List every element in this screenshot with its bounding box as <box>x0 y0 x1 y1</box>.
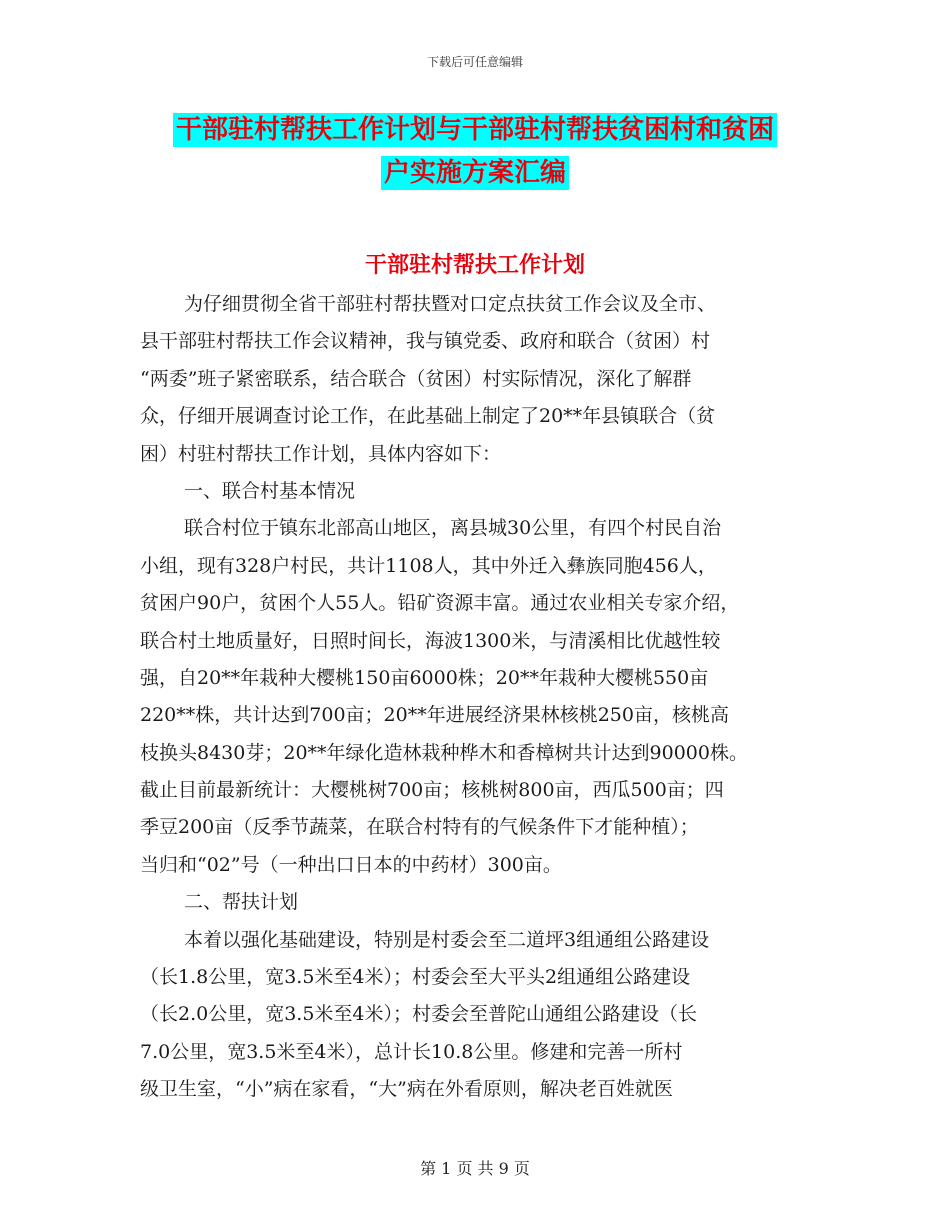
document-title-line-1 <box>0 114 950 146</box>
title-highlight-2: 户实施方案汇编 <box>381 156 569 190</box>
text-line: 为仔细贯彻全省干部驻村帮扶暨对口定点扶贫工作会议及全市、 <box>184 293 717 315</box>
page-header: 下载后可任意编辑 <box>426 55 523 69</box>
page-footer: 第 1 页 共 9 页 <box>420 1159 530 1178</box>
text-line: 联合村土地质量好，日照时间长，海波1300米，与清溪相比优越性较 <box>140 629 721 652</box>
text-line: 困）村驻村帮扶工作计划，具体内容如下： <box>140 442 502 465</box>
text-line: 小组，现有328户村民，共计1108人，其中外迁入彝族同胞456人， <box>140 554 717 577</box>
text-line: （长2.0公里，宽3.5米至4米）；村委会至普陀山通组公路建设（长 <box>140 1003 698 1026</box>
title-highlight-1: 干部驻村帮扶工作计划与干部驻村帮扶贫困村和贫困 <box>173 113 777 147</box>
body-text <box>140 286 812 1109</box>
text-line: 众，仔细开展调查讨论工作，在此基础上制定了20**年县镇联合（贫 <box>140 405 716 428</box>
text-line: 220**株，共计达到700亩；20**年进展经济果林核桃250亩，核桃高 <box>140 704 729 727</box>
text-line: 季豆200亩（反季节蔬菜，在联合村特有的气候条件下才能种植）； <box>140 816 699 839</box>
text-line: （长1.8公里，宽3.5米至4米）；村委会至大平头2组通组公路建设 <box>140 966 691 989</box>
text-line: 县干部驻村帮扶工作会议精神，我与镇党委、政府和联合（贫困）村 <box>140 330 711 353</box>
text-line: 二、帮扶计划 <box>184 891 299 914</box>
text-line: 联合村位于镇东北部高山地区，离县城30公里，有四个村民自治 <box>184 517 722 540</box>
text-line: 枝换头8430芽；20**年绿化造林栽种桦木和香樟树共计达到90000株。 <box>140 741 748 764</box>
text-line: 贫困户90户，贫困个人55人。铅矿资源丰富。通过农业相关专家介绍， <box>140 592 740 615</box>
text-line: 级卫生室，“小”病在家看，“大”病在外看原则，解决老百姓就医 <box>140 1078 673 1101</box>
text-line: 本着以强化基础建设，特别是村委会至二道坪3组通组公路建设 <box>184 928 710 951</box>
text-line: “两委”班子紧密联系，结合联合（贫困）村实际情况，深化了解群 <box>140 367 692 390</box>
text-line: 当归和“02”号（一种出口日本的中药材）300亩。 <box>140 853 562 876</box>
section-title: 干部驻村帮扶工作计划 <box>364 252 585 278</box>
text-line: 强，自20**年栽种大樱桃150亩6000株；20**年栽种大樱桃550亩 <box>140 666 709 689</box>
text-line: 一、联合村基本情况 <box>184 479 356 502</box>
text-line: 7.0公里，宽3.5米至4米），总计长10.8公里。修建和完善一所村 <box>140 1040 683 1063</box>
text-line: 截止目前最新统计：大樱桃树700亩；核桃树800亩，西瓜500亩；四 <box>140 779 724 802</box>
document-title-line-2 <box>0 157 950 189</box>
